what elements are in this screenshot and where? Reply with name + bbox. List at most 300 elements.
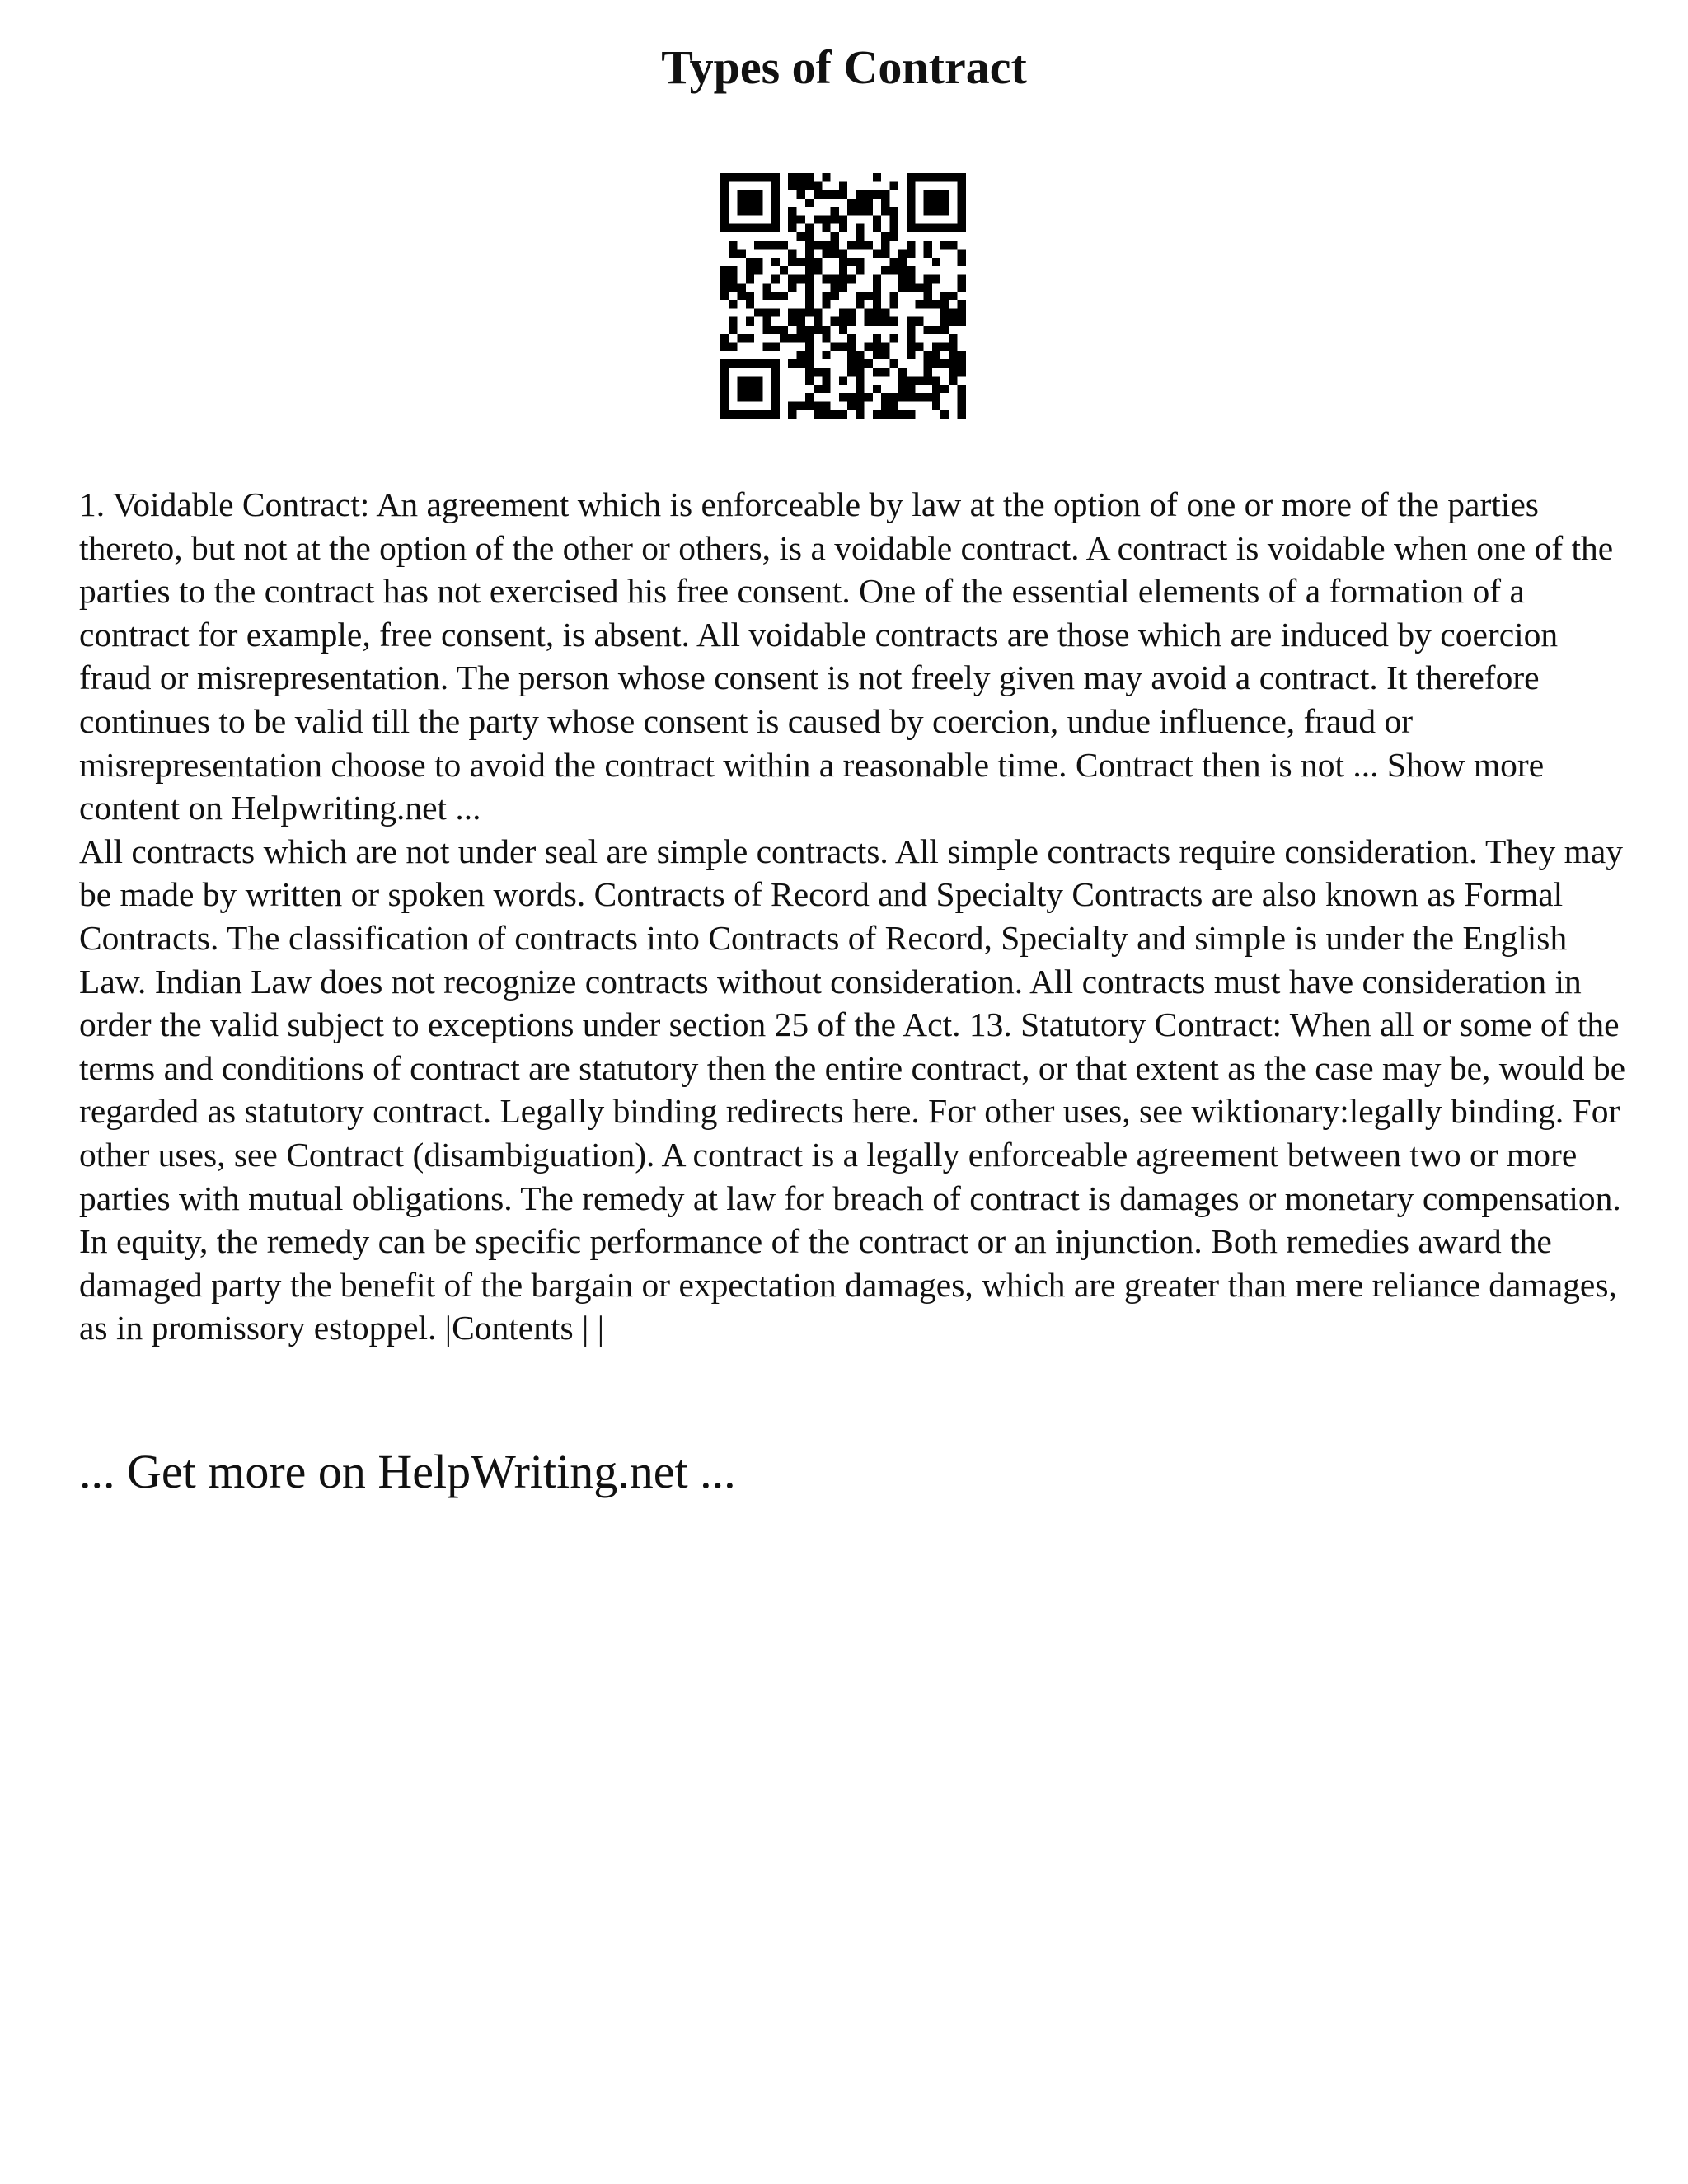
qr-module [924, 377, 932, 385]
qr-module [720, 401, 729, 410]
qr-module [831, 215, 839, 223]
qr-module [873, 249, 881, 257]
qr-module [890, 232, 898, 241]
qr-module [907, 343, 915, 351]
qr-module [907, 266, 915, 274]
qr-module [762, 173, 771, 181]
qr-module [890, 317, 898, 326]
qr-module [940, 241, 949, 249]
qr-module [805, 308, 814, 316]
qr-module [890, 181, 898, 190]
qr-module [814, 385, 822, 393]
qr-module [720, 410, 729, 419]
qr-module [958, 385, 966, 393]
qr-module [940, 385, 949, 393]
qr-module [771, 401, 780, 410]
qr-module [729, 274, 737, 283]
qr-module [746, 385, 754, 393]
qr-module [814, 266, 822, 274]
qr-module [839, 343, 847, 351]
qr-module [771, 181, 780, 190]
qr-module [898, 377, 907, 385]
qr-module [805, 284, 814, 292]
qr-module [924, 359, 932, 368]
qr-module [958, 190, 966, 199]
qr-module [907, 410, 915, 419]
qr-module [771, 410, 780, 419]
qr-module [805, 241, 814, 249]
qr-module [796, 215, 804, 223]
qr-module [958, 401, 966, 410]
qr-module [958, 199, 966, 207]
qr-module [814, 258, 822, 266]
qr-module [746, 377, 754, 385]
qr-module [924, 326, 932, 334]
qr-module [958, 207, 966, 215]
qr-module [873, 351, 881, 359]
qr-module [822, 249, 830, 257]
qr-module [822, 190, 830, 199]
qr-module [890, 207, 898, 215]
qr-module [771, 359, 780, 368]
qr-module [771, 207, 780, 215]
qr-module [796, 181, 804, 190]
qr-module [924, 292, 932, 300]
qr-module [881, 308, 889, 316]
qr-module [822, 274, 830, 283]
qr-module [754, 258, 762, 266]
qr-module [780, 326, 788, 334]
qr-module [720, 359, 729, 368]
qr-module [805, 224, 814, 232]
qr-module [822, 401, 830, 410]
qr-module [847, 334, 856, 342]
qr-module [771, 274, 780, 283]
qr-module [771, 241, 780, 249]
qr-module [805, 351, 814, 359]
qr-module [831, 190, 839, 199]
qr-module [873, 368, 881, 376]
qr-module [738, 199, 746, 207]
qr-module [856, 300, 864, 308]
qr-module [788, 274, 796, 283]
qr-module [771, 343, 780, 351]
qr-module [907, 224, 915, 232]
qr-module [907, 284, 915, 292]
qr-module [932, 401, 940, 410]
qr-module [762, 326, 771, 334]
qr-module [924, 190, 932, 199]
qr-module [762, 284, 771, 292]
qr-module [822, 224, 830, 232]
qr-module [754, 266, 762, 274]
qr-module [822, 377, 830, 385]
qr-module [881, 368, 889, 376]
get-more-link[interactable]: ... Get more on HelpWriting.net ... [79, 1445, 736, 1498]
qr-module [865, 308, 873, 316]
qr-module [822, 334, 830, 342]
qr-module [831, 232, 839, 241]
qr-module [831, 249, 839, 257]
qr-module [822, 410, 830, 419]
qr-module [865, 199, 873, 207]
qr-module [754, 410, 762, 419]
qr-module [796, 401, 804, 410]
qr-module [814, 368, 822, 376]
paragraph-voidable-contract: 1. Voidable Contract: An agreement which is enforceable by law at the option of one or more of the parties thereto, but not at the option of the other or others, is a voidable contract. A contract is voidable when one of the parties to the contract has not exercised his free consent. One of the essential elements of a formation of a contract for example, free consent, is absent. All voidable contracts are those which are induced by coercion fraud or misrepresentation. The person whose consent is not freely given may avoid a contract. It therefore continues to be valid till the party whose consent is caused by coercion, undue influence, fraud or misrepresentation choose to avoid the contract within a reasonable time. Contract then is not ... Show more content on Helpwriting.net ... [79, 485, 1614, 827]
qr-module [856, 377, 864, 385]
qr-module [720, 215, 729, 223]
qr-module [729, 300, 737, 308]
qr-module [762, 292, 771, 300]
qr-module [847, 368, 856, 376]
qr-module [881, 190, 889, 199]
qr-module [873, 334, 881, 342]
qr-module [771, 215, 780, 223]
qr-module [738, 207, 746, 215]
qr-module [907, 181, 915, 190]
qr-module [932, 385, 940, 393]
qr-module [907, 317, 915, 326]
qr-module [940, 292, 949, 300]
qr-module [847, 343, 856, 351]
qr-module [958, 181, 966, 190]
qr-module [856, 385, 864, 393]
qr-module [746, 173, 754, 181]
qr-module [796, 258, 804, 266]
qr-module [754, 308, 762, 316]
qr-module [924, 284, 932, 292]
qr-module [924, 274, 932, 283]
qr-module [762, 359, 771, 368]
qr-module [932, 351, 940, 359]
qr-module [873, 224, 881, 232]
qr-module [771, 199, 780, 207]
qr-module [805, 300, 814, 308]
qr-module [915, 377, 923, 385]
qr-module [796, 334, 804, 342]
qr-module [720, 393, 729, 401]
qr-module [873, 308, 881, 316]
qr-module [796, 274, 804, 283]
qr-module [873, 274, 881, 283]
qr-code-icon[interactable] [720, 173, 966, 419]
qr-module [796, 359, 804, 368]
qr-module [738, 359, 746, 368]
qr-module [796, 308, 804, 316]
qr-module [873, 317, 881, 326]
qr-module [881, 199, 889, 207]
qr-module [788, 410, 796, 419]
qr-module [856, 410, 864, 419]
qr-module [771, 308, 780, 316]
qr-module [856, 207, 864, 215]
qr-module [839, 326, 847, 334]
qr-module [822, 300, 830, 308]
qr-module [754, 385, 762, 393]
qr-module [873, 173, 881, 181]
qr-module [890, 401, 898, 410]
qr-module [873, 190, 881, 199]
qr-module [831, 241, 839, 249]
qr-module [729, 241, 737, 249]
qr-module [738, 334, 746, 342]
qr-module [762, 308, 771, 316]
qr-module [771, 385, 780, 393]
qr-module [856, 199, 864, 207]
qr-module [738, 385, 746, 393]
qr-module [890, 359, 898, 368]
qr-module [720, 343, 729, 351]
qr-module [839, 224, 847, 232]
qr-module [771, 173, 780, 181]
qr-module [865, 359, 873, 368]
qr-module [796, 232, 804, 241]
qr-module [814, 190, 822, 199]
qr-module [958, 274, 966, 283]
qr-module [720, 224, 729, 232]
qr-module [949, 334, 957, 342]
qr-module [924, 393, 932, 401]
qr-module [907, 274, 915, 283]
qr-module [890, 393, 898, 401]
qr-module [738, 393, 746, 401]
qr-module [907, 249, 915, 257]
qr-module [822, 326, 830, 334]
qr-module [796, 351, 804, 359]
qr-module [746, 190, 754, 199]
article-body [79, 483, 1629, 1350]
qr-module [814, 241, 822, 249]
qr-module [915, 173, 923, 181]
qr-module [881, 393, 889, 401]
qr-module [805, 232, 814, 241]
qr-module [890, 300, 898, 308]
qr-module [865, 343, 873, 351]
qr-module [720, 334, 729, 342]
qr-module [881, 343, 889, 351]
qr-module [796, 190, 804, 199]
qr-module [839, 284, 847, 292]
qr-module [898, 258, 907, 266]
qr-module [847, 401, 856, 410]
qr-module [754, 199, 762, 207]
qr-module [932, 173, 940, 181]
qr-module [958, 368, 966, 376]
qr-module [805, 199, 814, 207]
qr-module [907, 334, 915, 342]
qr-module [915, 284, 923, 292]
qr-module [898, 393, 907, 401]
qr-module [771, 292, 780, 300]
qr-module [746, 300, 754, 308]
qr-module [847, 241, 856, 249]
qr-module [788, 258, 796, 266]
qr-module [958, 300, 966, 308]
qr-module [940, 190, 949, 199]
qr-module [720, 190, 729, 199]
qr-module [873, 292, 881, 300]
qr-module [814, 401, 822, 410]
qr-module [805, 258, 814, 266]
qr-module [915, 343, 923, 351]
qr-module [865, 317, 873, 326]
qr-module [847, 393, 856, 401]
qr-module [839, 274, 847, 283]
qr-module [856, 241, 864, 249]
qr-module [822, 173, 830, 181]
qr-module [907, 351, 915, 359]
qr-module [839, 249, 847, 257]
qr-module [890, 215, 898, 223]
qr-module [924, 173, 932, 181]
qr-module [924, 249, 932, 257]
qr-module [890, 258, 898, 266]
qr-module [932, 258, 940, 266]
qr-module [746, 292, 754, 300]
qr-module [881, 241, 889, 249]
qr-module [890, 224, 898, 232]
qr-module [907, 377, 915, 385]
qr-module [958, 317, 966, 326]
qr-module [754, 377, 762, 385]
qr-module [865, 190, 873, 199]
qr-module [915, 393, 923, 401]
qr-code-graphic [720, 173, 966, 419]
qr-module [898, 410, 907, 419]
qr-module [958, 359, 966, 368]
qr-module [940, 300, 949, 308]
qr-module [940, 173, 949, 181]
qr-module [949, 317, 957, 326]
qr-module [949, 292, 957, 300]
qr-module [949, 343, 957, 351]
qr-module [856, 190, 864, 199]
qr-module [805, 266, 814, 274]
qr-module [720, 181, 729, 190]
qr-module [856, 351, 864, 359]
qr-module [890, 292, 898, 300]
qr-module [958, 308, 966, 316]
qr-module [898, 368, 907, 376]
qr-module [865, 241, 873, 249]
qr-module [856, 266, 864, 274]
qr-module [805, 393, 814, 401]
qr-module [839, 317, 847, 326]
qr-module [720, 266, 729, 274]
qr-module [932, 343, 940, 351]
qr-module [746, 334, 754, 342]
qr-module [873, 215, 881, 223]
qr-module [932, 274, 940, 283]
qr-module [746, 274, 754, 283]
qr-module [856, 393, 864, 401]
qr-module [746, 224, 754, 232]
qr-module [831, 343, 839, 351]
qr-module [780, 292, 788, 300]
qr-module [949, 351, 957, 359]
qr-module [839, 377, 847, 385]
qr-module [788, 173, 796, 181]
qr-module [814, 326, 822, 334]
qr-module [898, 266, 907, 274]
qr-module [898, 274, 907, 283]
qr-module [720, 207, 729, 215]
qr-module [958, 393, 966, 401]
qr-module [822, 385, 830, 393]
qr-module [738, 173, 746, 181]
qr-module [924, 368, 932, 376]
qr-module [754, 359, 762, 368]
qr-module [932, 393, 940, 401]
qr-module [839, 266, 847, 274]
qr-module [940, 317, 949, 326]
qr-module [754, 207, 762, 215]
qr-module [856, 258, 864, 266]
qr-module [762, 317, 771, 326]
qr-module [881, 207, 889, 215]
qr-module [940, 207, 949, 215]
qr-module [856, 359, 864, 368]
qr-module [847, 359, 856, 368]
qr-module [738, 249, 746, 257]
qr-module [958, 224, 966, 232]
qr-module [847, 274, 856, 283]
qr-module [915, 317, 923, 326]
qr-module [746, 258, 754, 266]
qr-module [788, 207, 796, 215]
qr-module [932, 359, 940, 368]
qr-module [788, 249, 796, 257]
qr-module [738, 292, 746, 300]
qr-module [729, 410, 737, 419]
qr-module [796, 326, 804, 334]
qr-module [805, 359, 814, 368]
qr-module [949, 224, 957, 232]
qr-module [907, 207, 915, 215]
qr-module [814, 181, 822, 190]
qr-module [754, 241, 762, 249]
qr-module [762, 343, 771, 351]
qr-module [814, 410, 822, 419]
qr-module [805, 343, 814, 351]
qr-module [924, 199, 932, 207]
qr-module [831, 207, 839, 215]
paragraph-simple-contracts: All contracts which are not under seal are simple contracts. All simple contracts require consideration. They may be made by written or spoken words. Contracts of Record and Specialty Contracts are also known as Formal Contracts. The classification of contracts into Contracts of Record, Specialty and simple is under the English Law. Indian Law does not recognize contracts without consideration. All contracts must have consideration in order the valid subject to exceptions under section 25 of the Act. 13. Statutory Contract: When all or some of the terms and conditions of contract are statutory then the entire contract, or that extent as the case may be, would be regarded as statutory contract. Legally binding redirects here. For other uses, see wiktionary:legally binding. For other uses, see Contract (disambiguation). A contract is a legally enforceable agreement between two or more parties with mutual obligations. The remedy at law for breach of contract is damages or monetary compensation. In equity, the remedy can be specific performance of the contract or an injunction. Both remedies award the damaged party the benefit of the bargain or expectation damages, which are greater than mere reliance damages, as in promissory estoppel. |Contents | | [79, 832, 1626, 1347]
qr-module [940, 410, 949, 419]
qr-module [907, 215, 915, 223]
qr-module [949, 308, 957, 316]
qr-module [754, 224, 762, 232]
qr-module [881, 351, 889, 359]
qr-module [865, 292, 873, 300]
qr-module [805, 401, 814, 410]
qr-module [890, 334, 898, 342]
qr-module [729, 266, 737, 274]
qr-module [873, 410, 881, 419]
qr-module [822, 368, 830, 376]
qr-module [940, 343, 949, 351]
qr-module [788, 359, 796, 368]
qr-module [881, 249, 889, 257]
qr-module [881, 266, 889, 274]
qr-module [780, 241, 788, 249]
qr-module [771, 224, 780, 232]
qr-module [805, 368, 814, 376]
qr-module [932, 224, 940, 232]
qr-module [729, 317, 737, 326]
qr-module [839, 258, 847, 266]
